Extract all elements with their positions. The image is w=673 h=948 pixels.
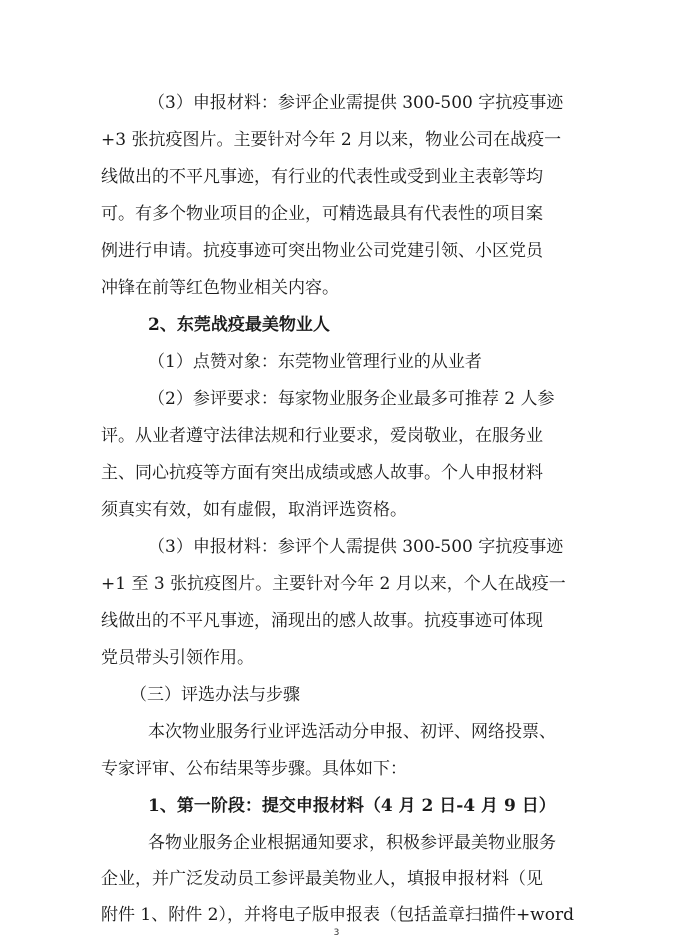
text-line-11: 主、同心抗疫等方面有突出成绩或感人故事。个人申报材料 bbox=[101, 463, 543, 483]
text-line-21: 各物业服务企业根据通知要求，积极参评最美物业服务 bbox=[148, 833, 556, 853]
text-line-5: 例进行申请。抗疫事迹可突出物业公司党建引领、小区党员 bbox=[101, 241, 543, 261]
text-line-9: （2）参评要求：每家物业服务企业最多可推荐 2 人参 bbox=[148, 389, 555, 409]
stage-heading-1: 1、第一阶段：提交申报材料（4 月 2 日-4 月 9 日） bbox=[148, 796, 556, 816]
text-line-19: 专家评审、公布结果等步骤。具体如下： bbox=[101, 759, 407, 779]
text-line-12: 须真实有效，如有虚假，取消评选资格。 bbox=[101, 500, 407, 520]
text-line-2: +3 张抗疫图片。主要针对今年 2 月以来，物业公司在战疫一 bbox=[101, 130, 562, 150]
subsection-heading-3: （三）评选办法与步骤 bbox=[130, 685, 300, 705]
section-heading-2: 2、东莞战疫最美物业人 bbox=[148, 315, 330, 335]
page-number: 3 bbox=[333, 928, 340, 938]
text-line-14: +1 至 3 张抗疫图片。主要针对今年 2 月以来，个人在战疫一 bbox=[101, 574, 566, 594]
text-line-23: 附件 1、附件 2），并将电子版申报表（包括盖章扫描件+word bbox=[101, 905, 574, 925]
text-line-22: 企业，并广泛发动员工参评最美物业人，填报申报材料（见 bbox=[101, 869, 543, 889]
text-line-10: 评。从业者遵守法律法规和行业要求，爱岗敬业，在服务业 bbox=[101, 426, 543, 446]
text-line-3: 线做出的不平凡事迹，有行业的代表性或受到业主表彰等均 bbox=[101, 167, 543, 187]
text-line-6: 冲锋在前等红色物业相关内容。 bbox=[101, 278, 339, 298]
text-line-8: （1）点赞对象：东莞物业管理行业的从业者 bbox=[148, 352, 482, 372]
text-line-15: 线做出的不平凡事迹，涌现出的感人故事。抗疫事迹可体现 bbox=[101, 611, 543, 631]
text-line-16: 党员带头引领作用。 bbox=[101, 648, 254, 668]
text-line-4: 可。有多个物业项目的企业，可精选最具有代表性的项目案 bbox=[101, 204, 543, 224]
text-line-1: （3）申报材料：参评企业需提供 300-500 字抗疫事迹 bbox=[148, 93, 564, 113]
text-line-13: （3）申报材料：参评个人需提供 300-500 字抗疫事迹 bbox=[148, 537, 564, 557]
text-line-18: 本次物业服务行业评选活动分申报、初评、网络投票、 bbox=[148, 722, 556, 742]
